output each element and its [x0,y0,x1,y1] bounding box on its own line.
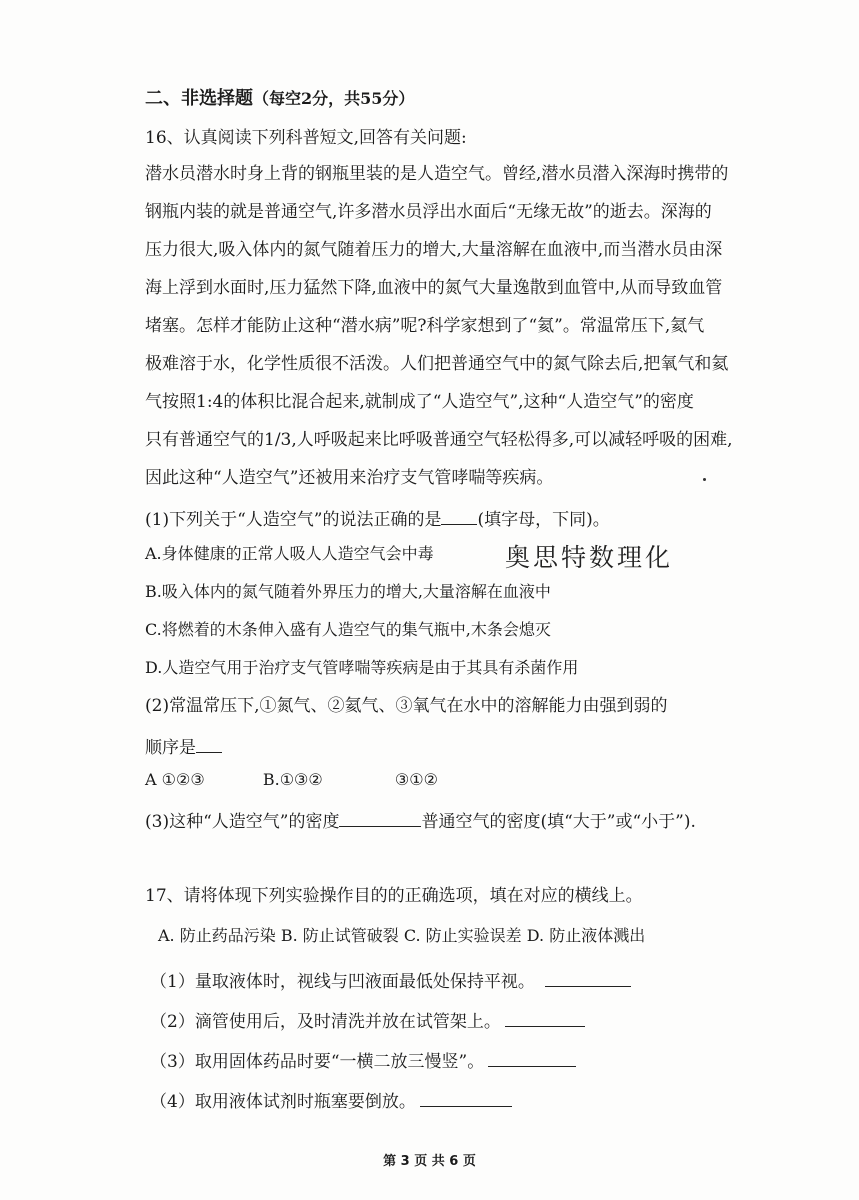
answer-blank[interactable] [505,1010,585,1027]
q17-item-text: （2）滴管使用后，及时清洗并放在试管架上。 [150,1012,501,1032]
sub1-stem-b: (填字母，下同)。 [477,510,610,530]
q17-item [150,970,631,991]
option-a: A.身体健康的正常人吸人人造空气会中毒 [145,544,434,563]
passage-line: 海上浮到水面时,压力猛然下降,血液中的氮气大量逸散到血管中,从而导致血管 [145,278,723,298]
q17-item-text: （1）量取液体时，视线与凹液面最低处保持平视。 [150,972,535,992]
q16-sub2-order [145,736,222,757]
q17-item-text: （3）取用固体药品时要“一横二放三慢竖”。 [150,1052,485,1072]
q16-prompt: 16、认真阅读下列科普短文,回答有关问题: [145,128,467,148]
scan-speck [703,478,706,481]
sub2-option-a: A ①②③ [145,770,205,789]
section-heading [145,90,414,108]
q16-sub2-stem: (2)常温常压下,①氮气、②氦气、③氧气在水中的溶解能力由强到弱的 [145,696,668,716]
sub1-stem-a: (1)下列关于“人造空气”的说法正确的是 [145,510,442,530]
passage-line: 因此这种“人造空气”还被用来治疗支气管哮喘等疾病。 [145,468,554,488]
passage-line: 潜水员潜水时身上背的钢瓶里装的是人造空气。曾经,潜水员潜入深海时携带的 [145,164,729,184]
q17-choices: A. 防止药品污染 B. 防止试管破裂 C. 防止实验误差 D. 防止液体溅出 [158,926,646,945]
answer-blank[interactable] [339,810,421,827]
answer-blank[interactable] [420,1090,512,1107]
sub3-stem-a: (3)这种“人造空气”的密度 [145,812,340,832]
q17-item [150,1090,512,1111]
option-b: B.吸入体内的氮气随着外界压力的增大,大量溶解在血液中 [145,582,551,601]
answer-blank[interactable] [196,736,222,753]
sub3-stem-b: 普通空气的密度(填“大于”或“小于”). [421,812,696,832]
passage-line: 钢瓶内装的就是普通空气,许多潜水员浮出水面后“无缘无故”的逝去。深海的 [145,202,712,222]
q17-item-text: （4）取用液体试剂时瓶塞要倒放。 [150,1092,416,1112]
q17-prompt: 17、请将体现下列实验操作目的的正确选项，填在对应的横线上。 [145,886,643,906]
passage-line: 只有普通空气的1/3,人呼吸起来比呼吸普通空气轻松得多,可以减轻呼吸的困难, [145,430,733,450]
watermark-stamp: 奥思特数理化 [505,543,674,572]
sub2-option-b: B.①③② [262,770,323,789]
q17-item [150,1010,585,1031]
passage-line: 压力很大,吸入体内的氮气随着压力的增大,大量溶解在血液中,而当潜水员由深 [145,240,723,260]
passage-line: 极难溶于水，化学性质很不活泼。人们把普通空气中的氮气除去后,把氧气和氦 [145,354,729,374]
sub2-option-c: ③①② [394,770,438,789]
section-title: 二、非选择题 [145,88,253,109]
section-note: （每空2分，共55分） [253,89,415,108]
q16-sub1-stem [145,508,610,529]
q16-sub3-stem [145,810,696,831]
option-d: D.人造空气用于治疗支气管哮喘等疾病是由于其具有杀菌作用 [145,658,579,677]
option-c: C.将燃着的木条伸入盛有人造空气的集气瓶中,木条会熄灭 [145,620,551,639]
sub2-options [145,772,438,788]
page-footer: 第 3 页 共 6 页 [383,1154,476,1169]
answer-blank[interactable] [545,970,631,987]
passage-line: 堵塞。怎样才能防止这种“潜水病”呢?科学家想到了“氦”。常温常压下,氦气 [145,316,705,336]
passage-line: 气按照1:4的体积比混合起来,就制成了“人造空气”,这种“人造空气”的密度 [145,392,694,412]
answer-blank[interactable] [441,508,477,525]
sub2-order-label: 顺序是 [145,738,196,758]
answer-blank[interactable] [488,1050,576,1067]
q17-item [150,1050,576,1071]
